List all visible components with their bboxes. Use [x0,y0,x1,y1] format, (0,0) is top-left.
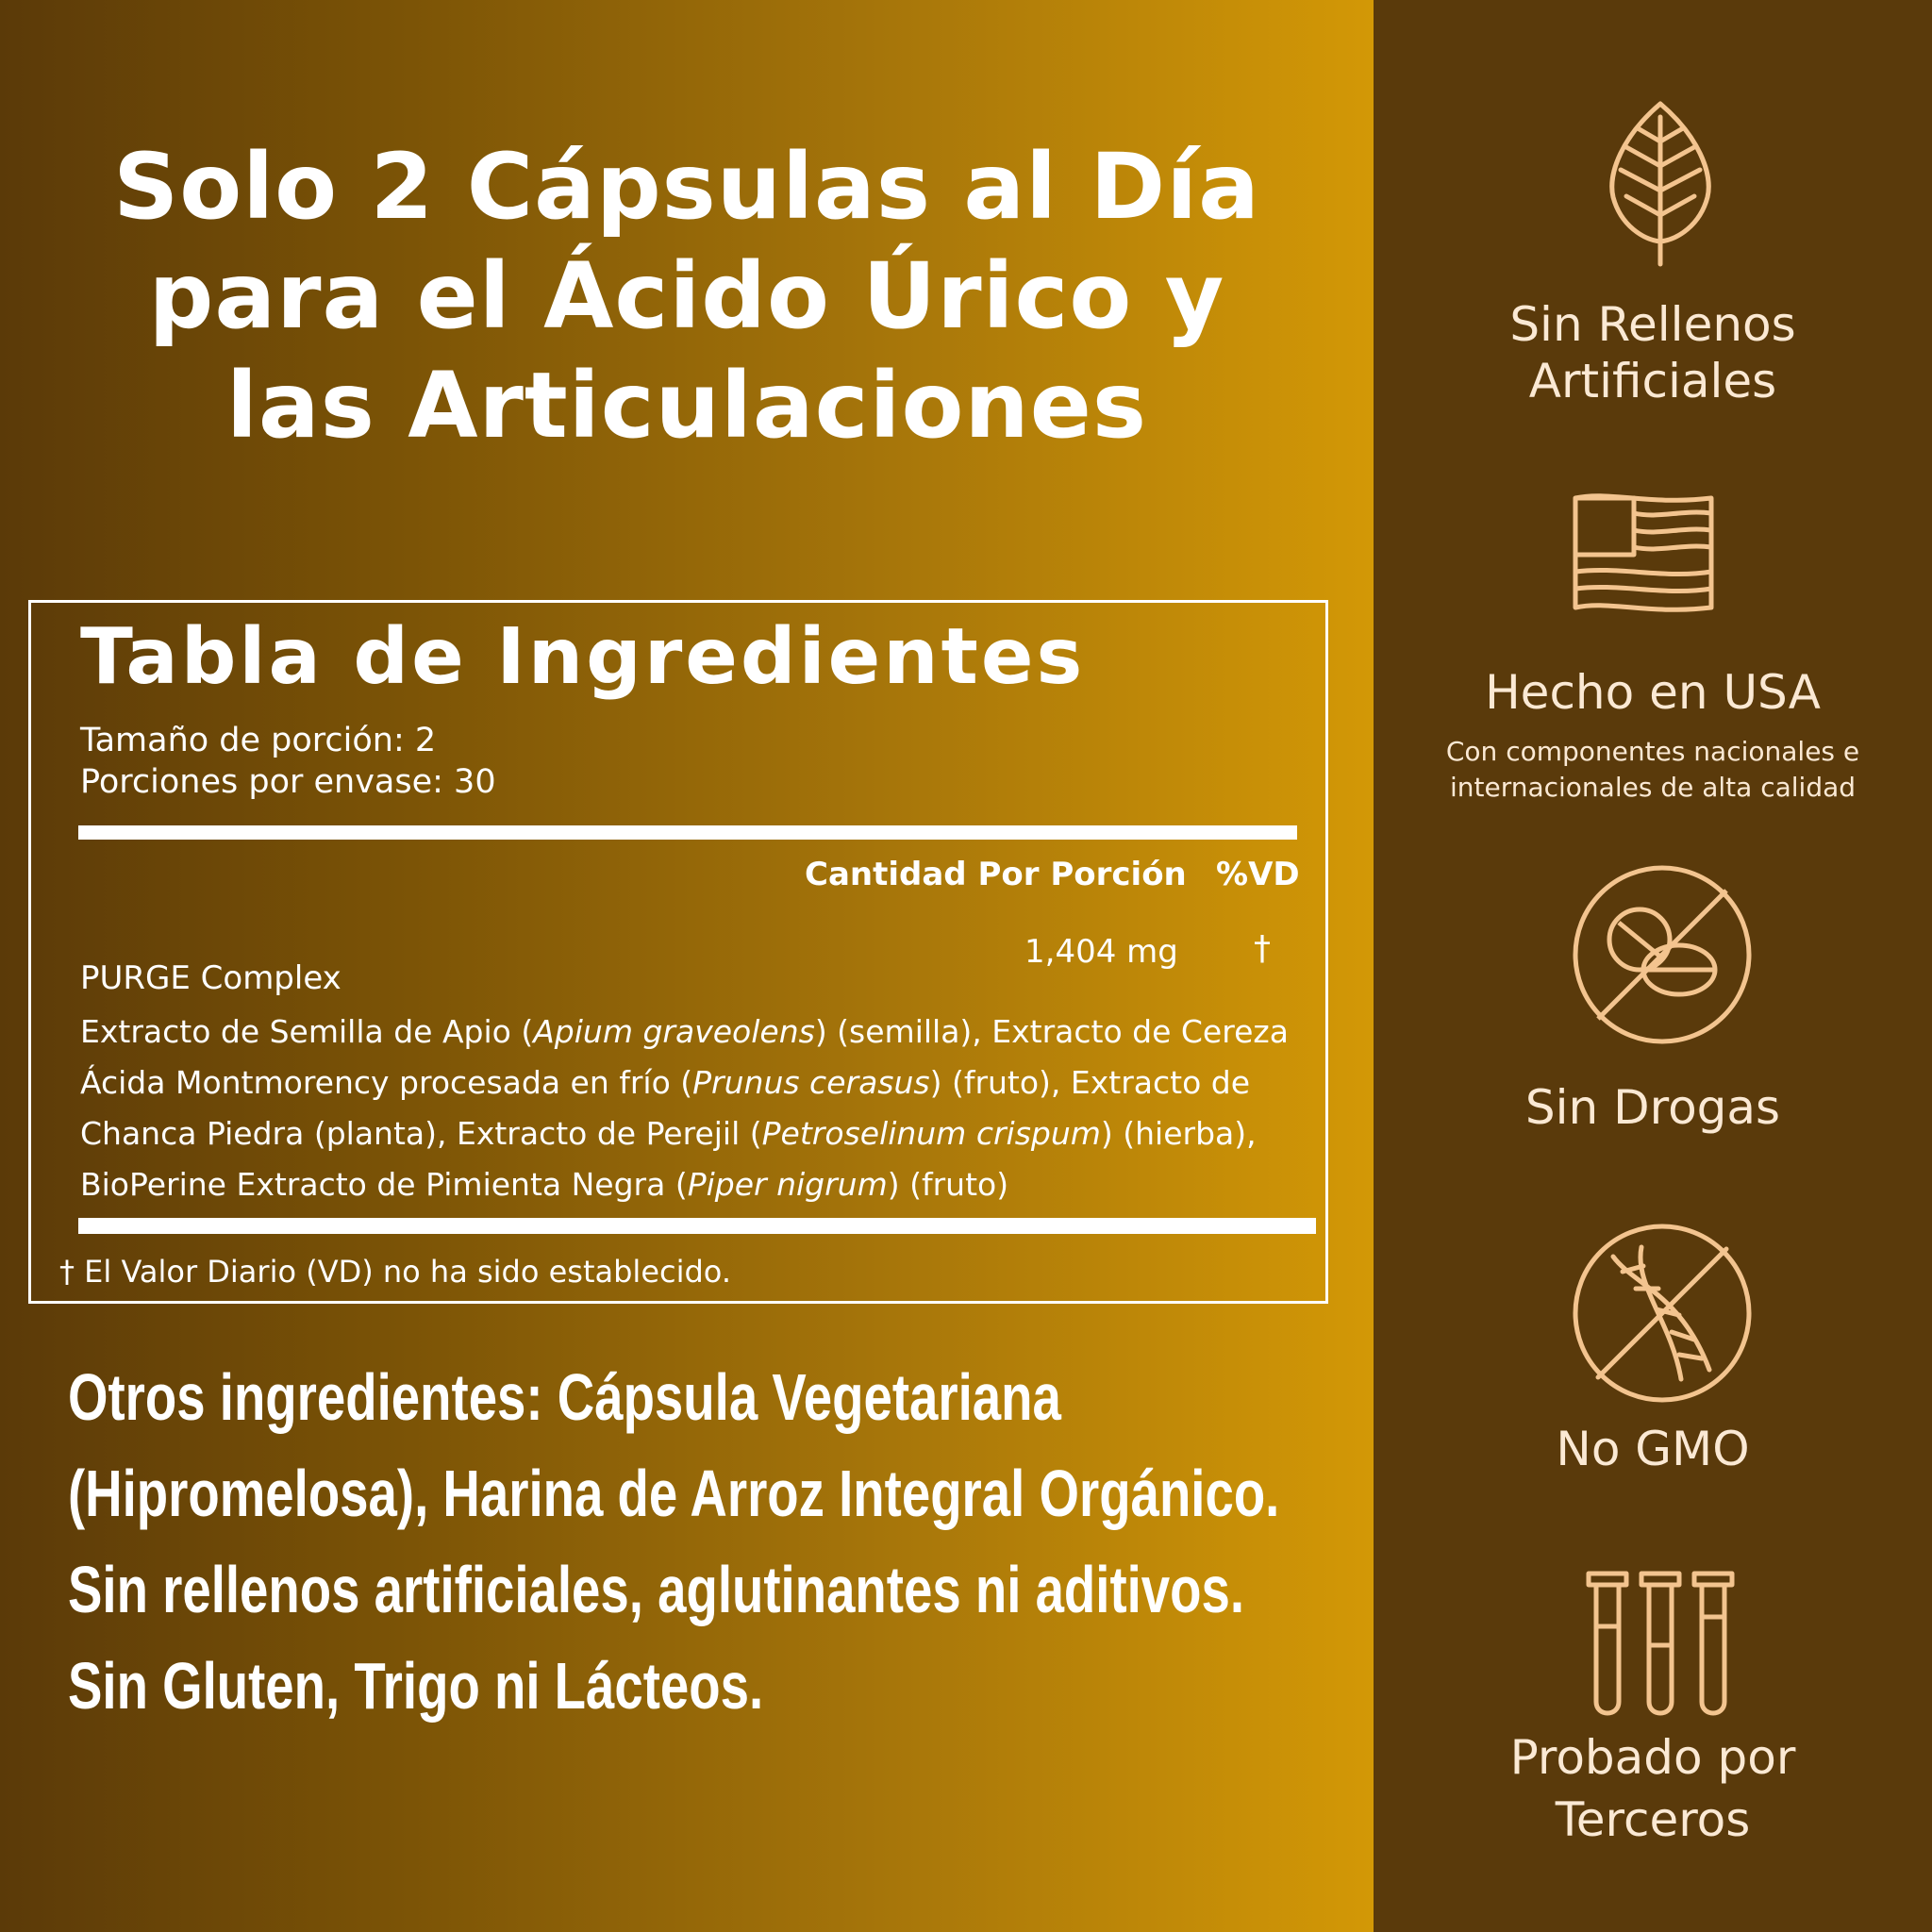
ingredients-table [28,600,1328,1304]
feature-label: Artificiales [1528,354,1777,408]
feature-no-fillers [1374,296,1932,409]
serving-size: Tamaño de porción: 2 [80,722,437,759]
desc-part: Extracto de Semilla de Apio ( [80,1013,534,1050]
feature-label: Hecho en USA [1485,665,1821,720]
feature-label: Sin Drogas [1524,1080,1781,1135]
headline-line-2: para el Ácido Úrico y [148,243,1225,349]
feature-non-gmo [1374,1421,1932,1477]
table-divider-bottom [78,1218,1316,1234]
ingredient-amount: 1,404 mg [1024,933,1178,971]
table-footnote: † El Valor Diario (VD) no ha sido establecido. [59,1254,731,1290]
headline-line-1: Solo 2 Cápsulas al Día [113,134,1260,240]
column-header-amount: Cantidad Por Porción [805,856,1187,893]
table-title: Tabla de Ingredientes [80,612,1086,702]
feature-drug-free [1374,1079,1932,1136]
desc-latin-name: Apium graveolens [533,1013,815,1050]
ingredient-name: PURGE Complex [80,959,341,997]
headline-line-3: las Articulaciones [226,353,1147,458]
serving-info [80,720,496,803]
other-ingredients: Otros ingredientes: Cápsula Vegetariana (Hipromelosa), Harina de Arroz Integral Orgánico. Sin rellenos artificiales, aglutinantes ni aditivos. Sin Gluten, Trigo ni Lácteos. [68,1360,1280,1723]
desc-part: ) (fruto) [887,1166,1009,1203]
ingredient-description [80,1007,1316,1210]
feature-label: Sin Rellenos [1509,297,1796,352]
no-dna-icon [1568,1219,1757,1407]
feature-label: No GMO [1556,1422,1750,1476]
feature-sublabel: Con componentes nacionales e [1445,736,1860,767]
feature-third-party-tested [1374,1726,1932,1851]
leaf-icon [1604,98,1717,268]
desc-latin-name: Petroselinum crispum [761,1115,1101,1152]
desc-part: ) (fruto), Extracto de Chanca Piedra (planta), Extracto de Perejil ( [80,1064,1251,1152]
desc-latin-name: Piper nigrum [687,1166,888,1203]
desc-latin-name: Prunus cerasus [692,1064,930,1101]
table-divider-top [78,825,1297,840]
feature-sublabel: internacionales de alta calidad [1449,772,1857,803]
feature-made-in-usa [1374,664,1932,806]
headline [0,132,1374,460]
feature-label: Terceros [1555,1792,1751,1847]
us-flag-icon [1572,492,1715,625]
servings-per-container: Porciones por envase: 30 [80,763,496,801]
feature-label: Probado por [1509,1730,1796,1785]
desc-part: ) (hierba), BioPerine Extracto de Pimienta Negra ( [80,1115,1257,1203]
desc-part: ) (semilla), Extracto de Cereza Ácida Montmorency procesada en frío ( [80,1013,1289,1101]
no-pills-icon [1568,860,1757,1049]
column-header-dv: %VD [1216,856,1300,893]
ingredient-dv: † [1254,929,1271,968]
test-tubes-icon [1585,1570,1736,1721]
